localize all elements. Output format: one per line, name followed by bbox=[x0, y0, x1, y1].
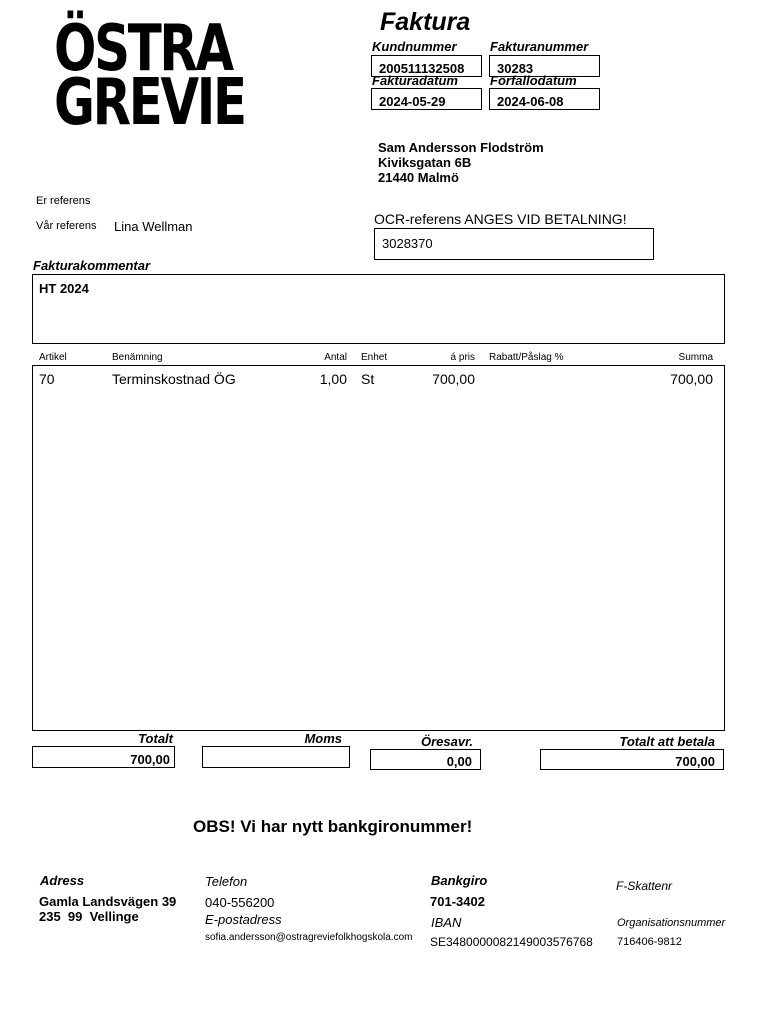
bankgiro-notice: OBS! Vi har nytt bankgironummer! bbox=[193, 817, 473, 836]
rounding-label: Öresavr. bbox=[421, 734, 474, 749]
invoice-lines-table bbox=[32, 365, 725, 731]
row-sum: 700,00 bbox=[670, 371, 713, 387]
ocr-label: OCR-referens ANGES VID BETALNING! bbox=[374, 211, 627, 227]
to-pay-label: Totalt att betala bbox=[619, 734, 715, 749]
invoice-number: 30283 bbox=[497, 61, 534, 76]
invoice-date-label: Fakturadatum bbox=[372, 73, 458, 88]
recipient-city: 21440 Malmö bbox=[378, 170, 459, 185]
comment-box bbox=[32, 274, 725, 344]
logo-line-1: ÖSTRA bbox=[54, 12, 232, 86]
col-header-description: Benämning bbox=[112, 352, 163, 363]
footer-bankgiro: 701-3402 bbox=[430, 894, 485, 909]
footer-phone-label: Telefon bbox=[205, 874, 248, 889]
row-unit-price: 700,00 bbox=[432, 371, 475, 387]
col-header-unit-price: á pris bbox=[450, 352, 475, 363]
row-quantity: 1,00 bbox=[319, 371, 347, 387]
your-reference-label: Er referens bbox=[36, 195, 91, 207]
comment-text: HT 2024 bbox=[39, 281, 89, 296]
footer-bankgiro-label: Bankgiro bbox=[431, 873, 488, 888]
col-header-discount: Rabatt/Påslag % bbox=[489, 352, 564, 363]
col-header-unit: Enhet bbox=[361, 352, 388, 363]
comment-label: Fakturakommentar bbox=[33, 258, 151, 273]
footer-ftax-label: F-Skattenr bbox=[616, 879, 673, 893]
our-reference: Lina Wellman bbox=[114, 219, 193, 234]
company-logo bbox=[54, 12, 245, 140]
vat-field bbox=[202, 746, 350, 768]
to-pay-field bbox=[540, 749, 724, 770]
total-label: Totalt bbox=[138, 731, 173, 746]
footer-email-label: E-postadress bbox=[205, 912, 282, 927]
recipient-street: Kiviksgatan 6B bbox=[378, 155, 472, 170]
footer-iban-label: IBAN bbox=[431, 915, 462, 930]
total-field bbox=[32, 746, 175, 768]
footer-address-label: Adress bbox=[40, 873, 85, 888]
footer-org-label: Organisationsnummer bbox=[617, 917, 726, 929]
invoice-number-label: Fakturanummer bbox=[490, 39, 589, 54]
to-pay-value: 700,00 bbox=[675, 754, 715, 769]
ocr-field bbox=[374, 228, 654, 260]
due-date-label: Förfallodatum bbox=[490, 73, 577, 88]
our-reference-label: Vår referens bbox=[36, 220, 97, 232]
footer-phone: 040-556200 bbox=[205, 895, 275, 910]
footer-address-line1: Gamla Landsvägen 39 bbox=[39, 894, 177, 909]
footer-address bbox=[39, 894, 176, 924]
rounding-value: 0,00 bbox=[446, 754, 472, 769]
invoice-date: 2024-05-29 bbox=[379, 94, 446, 109]
col-header-sum: Summa bbox=[678, 352, 713, 363]
invoice-title: Faktura bbox=[380, 8, 471, 36]
total-value: 700,00 bbox=[130, 752, 170, 767]
row-article: 70 bbox=[39, 371, 55, 387]
due-date-field bbox=[489, 88, 600, 110]
customer-number: 200511132508 bbox=[379, 61, 465, 76]
row-description: Terminskostnad ÖG bbox=[112, 371, 236, 387]
footer-address-line2: 235 99 Vellinge bbox=[39, 909, 139, 924]
vat-label: Moms bbox=[304, 731, 342, 746]
rounding-field bbox=[370, 749, 481, 770]
col-header-article: Artikel bbox=[39, 352, 67, 363]
ocr-value: 3028370 bbox=[382, 236, 433, 251]
customer-number-label: Kundnummer bbox=[372, 39, 457, 54]
col-header-quantity: Antal bbox=[324, 352, 347, 363]
footer-org: 716406-9812 bbox=[617, 936, 682, 948]
recipient-address bbox=[378, 140, 544, 185]
logo-line-2: GREVIE bbox=[54, 66, 245, 140]
row-unit: St bbox=[361, 371, 375, 387]
due-date: 2024-06-08 bbox=[497, 94, 564, 109]
footer-email: sofia.andersson@ostragreviefolkhogskola.com bbox=[205, 932, 413, 943]
recipient-name: Sam Andersson Flodström bbox=[378, 140, 544, 155]
invoice-date-field bbox=[371, 88, 482, 110]
footer-iban: SE3480000082149003576768 bbox=[430, 935, 593, 949]
